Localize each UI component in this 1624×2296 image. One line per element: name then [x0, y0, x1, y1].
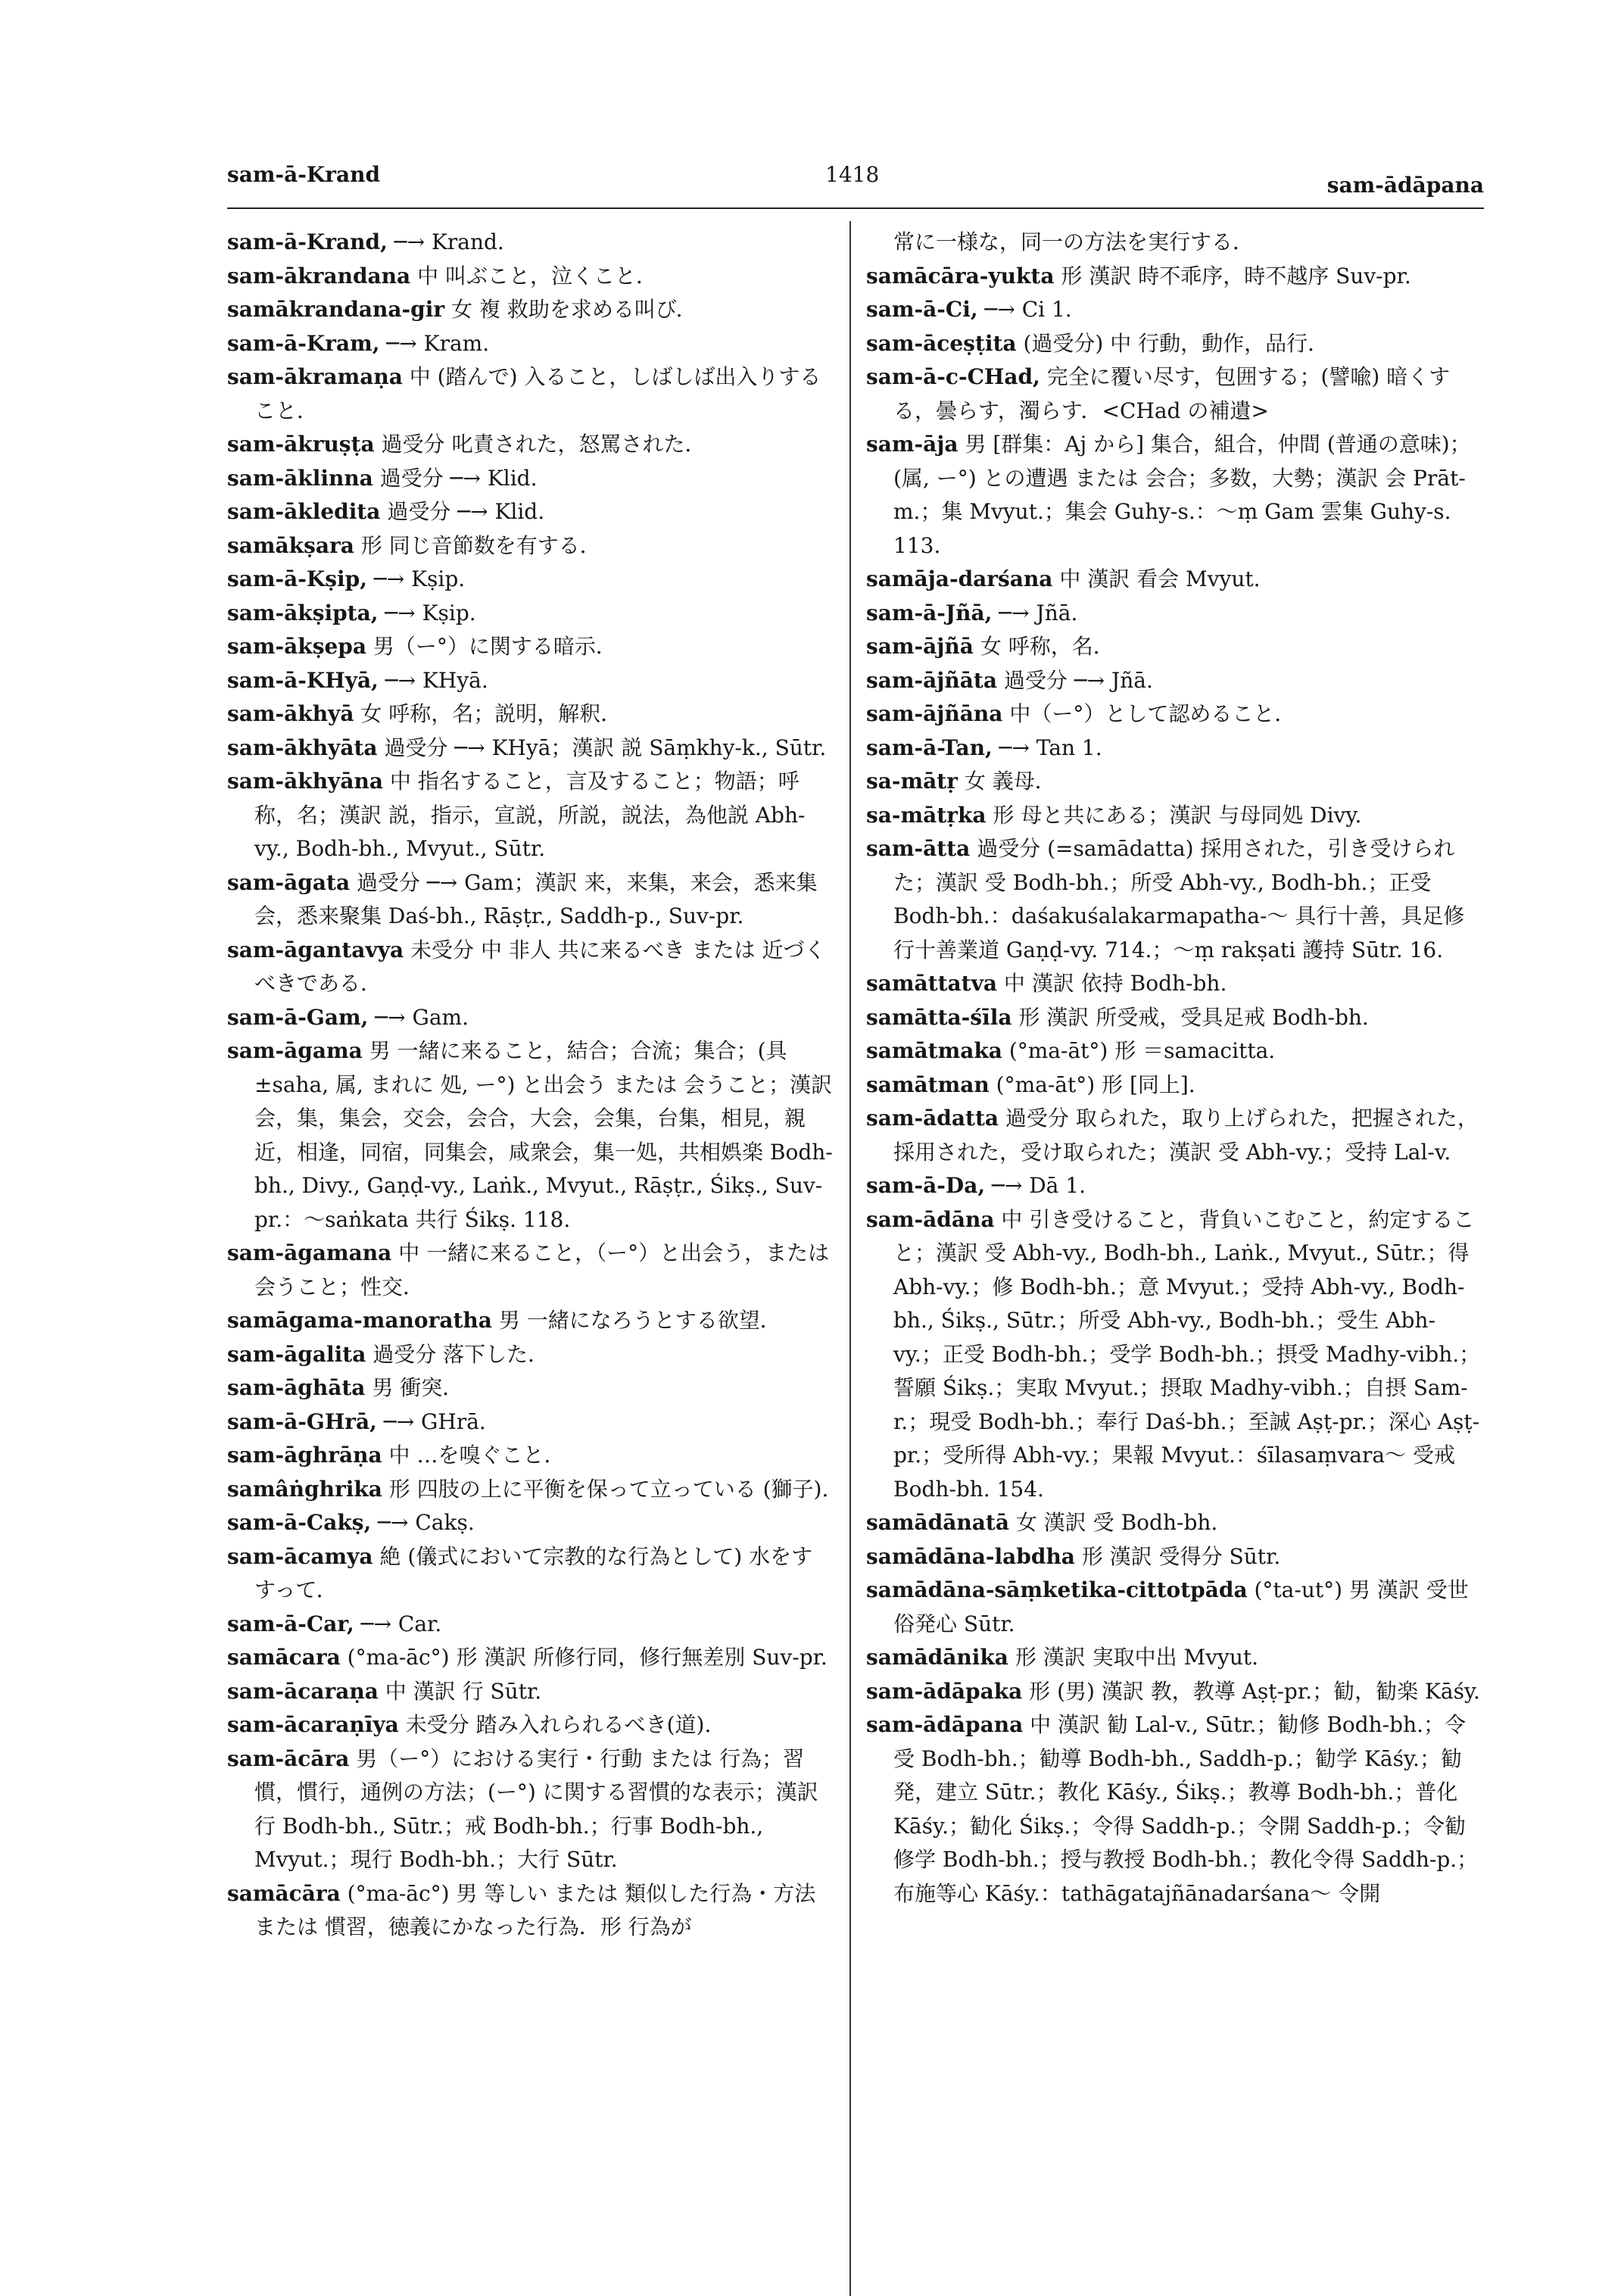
- dictionary-entry: [227, 1742, 833, 1877]
- dictionary-entry: [866, 1641, 1484, 1675]
- page-header: [227, 162, 1484, 209]
- entry-headword: sam-ā-Kram,: [227, 330, 380, 356]
- entry-definition: 形 漢訳 所受戒，受具足戒 Bodh-bh.: [1011, 1004, 1369, 1030]
- entry-headword: samākrandana-gir: [227, 297, 445, 322]
- entry-definition: (°ma-āt°) 形 [同上].: [989, 1072, 1195, 1097]
- right-column: [866, 226, 1484, 1911]
- dictionary-entry: [866, 360, 1484, 428]
- entry-definition: 形 漢訳 実取中出 Mvyut.: [1008, 1645, 1259, 1670]
- entry-headword: samāgama-manoratha: [227, 1308, 492, 1333]
- entry-headword: samâṅghrika: [227, 1476, 382, 1502]
- entry-headword: sam-ā-Da,: [866, 1173, 986, 1198]
- entry-definition: 過受分 ─→ Klid.: [372, 465, 538, 491]
- entry-headword: samādānatā: [866, 1510, 1009, 1535]
- dictionary-entry: [227, 1405, 833, 1440]
- dictionary-entry: [227, 1338, 833, 1372]
- entry-definition: ─→ Dā 1.: [985, 1173, 1086, 1198]
- dictionary-entry: [227, 327, 833, 361]
- entry-headword: sam-ācaraṇīya: [227, 1712, 399, 1737]
- entry-definition: 形 漢訳 時不乖序，時不越序 Suv-pr.: [1054, 263, 1411, 289]
- entry-headword: samācāra-yukta: [866, 263, 1055, 289]
- entry-definition: 中 叫ぶこと，泣くこと．: [410, 263, 657, 289]
- dictionary-entry: [227, 1371, 833, 1405]
- dictionary-entry: [227, 1439, 833, 1473]
- entry-definition: (°ma-āt°) 形 ＝samacitta.: [1002, 1038, 1276, 1063]
- dictionary-entry: [227, 563, 833, 597]
- dictionary-entry: [866, 563, 1484, 597]
- dictionary-entry: [866, 1574, 1484, 1641]
- entry-headword: sa-mātṛka: [866, 802, 987, 828]
- entry-definition: 形 四肢の上に平衡を保って立っている (獅子).: [382, 1476, 829, 1502]
- dictionary-entry: [866, 1203, 1484, 1507]
- entry-headword: sam-ākrandana: [227, 263, 411, 289]
- entry-definition: 女 呼称，名；説明，解釈．: [354, 701, 622, 726]
- entry-definition: 中 引き受けること，背負いこむこと，約定すること；漢訳 受 Abh-vy., Bodh-bh., Laṅk., Mvyut., Sūtr.；得 Abh-vy.；修 Bodh-bh.；意 Mvyut.；受持 Abh-vy., Bodh-bh., Śikṣ., Sūtr.；所受 Abh-vy., Bodh-bh.；受生 Abh-vy.；正受 Bodh-bh.；受学 Bodh-bh.；摂受 Madhy-vibh.；誓願 Śikṣ.；実取 Mvyut.；摂取 Madhy-vibh.；自摂 Sam-r.；現受 Bodh-bh.；奉行 Daś-bh.；至誠 Aṣṭ-pr.；深心 Aṣṭ-pr.；受所得 Abh-vy.；果報 Mvyut.：śīlasaṃvara～ 受戒 Bodh-bh. 154.: [893, 1206, 1481, 1502]
- dictionary-entry: [227, 697, 833, 732]
- dictionary-entry: [866, 260, 1484, 294]
- entry-headword: sam-ā-Ci,: [866, 297, 978, 322]
- entry-headword: samācara: [227, 1645, 341, 1670]
- dictionary-entry: [227, 765, 833, 866]
- entry-headword: sam-ācāra: [227, 1745, 350, 1771]
- entry-headword: sam-ācaraṇa: [227, 1678, 379, 1704]
- entry-headword: sam-ājñā: [866, 634, 974, 659]
- entry-headword: sam-āgantavya: [227, 937, 404, 962]
- entry-definition: 女 複 救助を求める叫び．: [444, 297, 697, 322]
- entry-headword: sa-mātṛ: [866, 769, 958, 794]
- entry-definition: 形 母と共にある；漢訳 与母同処 Divy.: [986, 802, 1362, 828]
- entry-headword: sam-ākṣepa: [227, 634, 366, 659]
- entry-definition: 男 一緒になろうとする欲望．: [491, 1308, 781, 1333]
- dictionary-entry: [866, 832, 1484, 967]
- entry-definition: 中 (踏んで) 入ること，しばしば出入りすること．: [254, 364, 821, 423]
- entry-definition: 過受分 ─→ KHyā；漢訳 説 Sāṃkhy-k., Sūtr.: [377, 735, 827, 760]
- dictionary-entry: [227, 1540, 833, 1608]
- dictionary-entry: [227, 630, 833, 664]
- dictionary-entry: [227, 1675, 833, 1709]
- entry-headword: sam-ā-Gam,: [227, 1004, 369, 1030]
- entry-definition: ─→ GHrā.: [376, 1408, 486, 1434]
- entry-definition: 中 漢訳 看会 Mvyut.: [1052, 566, 1261, 591]
- entry-headword: samātmaka: [866, 1038, 1002, 1063]
- dictionary-entry: [866, 732, 1484, 766]
- entry-headword: sam-ākhyāta: [227, 735, 378, 760]
- entry-definition: 中 漢訳 勧 Lal-v., Sūtr.；勧修 Bodh-bh.；令受 Bodh-bh.；勧導 Bodh-bh., Saddh-p.；勧学 Kāśy.；勧発，建立 Sūtr.；教化 Kāśy., Śikṣ.；教導 Bodh-bh.；普化 Kāśy.；勧化 Śikṣ.；令得 Saddh-p.；令開 Saddh-p.；令勧修学 Bodh-bh.；授与教授 Bodh-bh.；教化令得 Saddh-p.；布施等心 Kāśy.：tathāgatajñānadarśana～ 令開: [893, 1712, 1479, 1906]
- entry-headword: sam-āklinna: [227, 465, 373, 491]
- entry-headword: sam-āgalita: [227, 1341, 366, 1367]
- entry-headword: sam-ākledita: [227, 499, 381, 524]
- entry-definition: (°ma-āc°) 形 漢訳 所修行同，修行無差別 Suv-pr.: [340, 1645, 828, 1670]
- entry-definition: 男（ー°）に関する暗示．: [366, 634, 617, 659]
- dictionary-entry: [227, 1034, 833, 1237]
- dictionary-entry: [866, 630, 1484, 664]
- dictionary-entry: [227, 1473, 833, 1507]
- dictionary-entry: [866, 428, 1484, 563]
- entry-definition: 絶 (儀式において宗教的な行為として) 水をすすって．: [254, 1543, 813, 1602]
- entry-headword: sam-ā-Jñā,: [866, 600, 993, 625]
- entry-headword: samādānika: [866, 1645, 1008, 1670]
- running-head-left: sam-ā-Krand: [227, 162, 381, 187]
- dictionary-entry: [227, 1237, 833, 1304]
- left-column: [227, 226, 833, 1945]
- entry-headword: sam-ā-Kṣip,: [227, 566, 367, 591]
- entry-headword: sam-ākramaṇa: [227, 364, 403, 389]
- entry-headword: sam-āgata: [227, 869, 351, 895]
- dictionary-entry: [227, 1506, 833, 1540]
- dictionary-entry: [227, 495, 833, 529]
- dictionary-entry: [866, 967, 1484, 1001]
- dictionary-entry: [227, 866, 833, 934]
- entry-headword: sam-ādatta: [866, 1106, 999, 1131]
- entry-headword: sam-ādāpana: [866, 1712, 1024, 1737]
- entry-definition: 過受分 叱責された，怒罵された．: [374, 432, 706, 457]
- dictionary-entry: [227, 1641, 833, 1675]
- entry-headword: samādāna-labdha: [866, 1543, 1075, 1569]
- entry-headword: sam-ā-Car,: [227, 1611, 354, 1636]
- entry-headword: sam-ā-GHrā,: [227, 1408, 377, 1434]
- dictionary-entry: [866, 664, 1484, 698]
- entry-definition: ─→ Gam.: [368, 1004, 469, 1030]
- dictionary-entry: [866, 597, 1484, 631]
- page-number: 1418: [825, 162, 880, 187]
- entry-definition: 過受分 落下した．: [366, 1341, 550, 1367]
- entry-definition: 中 指名すること，言及すること；物語；呼称，名；漢訳 説，指示，宣説，所説，説法，為他説 Abh-vy., Bodh-bh., Mvyut., Sūtr.: [254, 769, 806, 861]
- entry-definition: 未受分 踏み入れられるべき(道).: [398, 1712, 712, 1737]
- dictionary-entry: [227, 597, 833, 631]
- dictionary-entry: [866, 697, 1484, 732]
- entry-definition: 形 同じ音節数を有する．: [354, 532, 601, 558]
- entry-definition: 未受分 中 非人 共に来るべき または 近づくべきである．: [254, 937, 826, 996]
- entry-headword: sam-ādāpaka: [866, 1678, 1023, 1704]
- entry-headword: samāttatva: [866, 971, 998, 996]
- entry-headword: sam-ākṣipta,: [227, 600, 379, 625]
- dictionary-entry: [227, 664, 833, 698]
- entry-definition: 常に一様な，同一の方法を実行する．: [893, 229, 1255, 254]
- entry-definition: (過受分) 中 行動，動作，品行．: [1016, 330, 1329, 356]
- dictionary-entry: [866, 327, 1484, 361]
- entry-headword: sam-ākhyā: [227, 701, 354, 726]
- entry-headword: sam-ājñāta: [866, 667, 998, 693]
- entry-headword: samādāna-sāṃketika-cittotpāda: [866, 1577, 1248, 1602]
- dictionary-entry: [866, 799, 1484, 833]
- entry-headword: sam-ādāna: [866, 1206, 995, 1232]
- dictionary-entry: [866, 1034, 1484, 1068]
- dictionary-entry: [227, 260, 833, 294]
- entry-definition: ─→ Kṣip.: [378, 600, 476, 625]
- dictionary-entry: [227, 1001, 833, 1035]
- entry-definition: 女 漢訳 受 Bodh-bh.: [1008, 1510, 1218, 1535]
- column-divider: [849, 221, 851, 2296]
- dictionary-entry: [227, 1304, 833, 1338]
- dictionary-entry: [866, 1675, 1484, 1709]
- dictionary-entry: [866, 1001, 1484, 1035]
- entry-definition: ─→ Tan 1.: [992, 735, 1102, 760]
- entry-headword: sam-āja: [866, 432, 959, 457]
- dictionary-entry: [227, 529, 833, 563]
- dictionary-entry: [227, 1708, 833, 1742]
- entry-definition: ─→ Jñā.: [992, 600, 1078, 625]
- dictionary-entry: [866, 226, 1484, 260]
- dictionary-entry: [227, 293, 833, 327]
- entry-definition: ─→ Cakṣ.: [371, 1510, 475, 1535]
- entry-definition: 女 義母．: [957, 769, 1056, 794]
- entry-headword: sam-āghrāṇa: [227, 1443, 382, 1468]
- entry-definition: ─→ Ci 1.: [977, 297, 1072, 322]
- entry-headword: sam-āghāta: [227, 1375, 366, 1400]
- entry-definition: 過受分 (=samādatta) 採用された，引き受けられた；漢訳 受 Bodh-bh.；所受 Abh-vy., Bodh-bh.；正受 Bodh-bh.：daśakuśalakarmapatha-～ 具行十善，具足修行十善業道 Gaṇḍ-vy. 714.；～ṃ rakṣati 護持 Sūtr. 16.: [893, 836, 1465, 962]
- entry-definition: ─→ KHyā.: [378, 667, 488, 693]
- entry-headword: samātta-śīla: [866, 1004, 1012, 1030]
- dictionary-entry: [866, 1708, 1484, 1911]
- entry-definition: 完全に覆い尽す，包囲する；(譬喩) 暗くする，曇らす，濁らす．<CHad の補遺>: [893, 364, 1451, 423]
- dictionary-entry: [227, 1877, 833, 1945]
- entry-definition: ─→ Car.: [354, 1611, 442, 1636]
- entry-definition: ─→ Krand.: [387, 229, 504, 254]
- entry-definition: 形 (男) 漢訳 教，教導 Aṣṭ-pr.；勧，勧楽 Kāśy.: [1022, 1678, 1480, 1704]
- entry-definition: ─→ Kṣip.: [366, 566, 466, 591]
- entry-definition: 過受分 ─→ Klid.: [380, 499, 545, 524]
- entry-headword: sam-ājñāna: [866, 701, 1003, 726]
- dictionary-entry: [866, 1068, 1484, 1103]
- dictionary-entry: [227, 462, 833, 496]
- entry-headword: sam-āgamana: [227, 1240, 392, 1265]
- entry-definition: (°ma-āc°) 男 等しい または 類似した行為・方法 または 慣習，徳義にかなった行為．形 行為が: [254, 1880, 816, 1939]
- entry-headword: sam-ākhyāna: [227, 769, 383, 794]
- entry-definition: 中 漢訳 依持 Bodh-bh.: [997, 971, 1227, 996]
- entry-headword: samātman: [866, 1072, 990, 1097]
- dictionary-entry: [227, 226, 833, 260]
- entry-headword: sam-āgama: [227, 1038, 363, 1063]
- entry-headword: sam-ā-c-CHad,: [866, 364, 1040, 389]
- dictionary-entry: [227, 360, 833, 428]
- running-head-right: sam-ādāpana: [1326, 173, 1484, 198]
- entry-definition: 女 呼称，名．: [973, 634, 1114, 659]
- entry-headword: sam-ā-KHyā,: [227, 667, 379, 693]
- entry-definition: 男 衝突．: [365, 1375, 464, 1400]
- entry-headword: samācāra: [227, 1880, 341, 1906]
- entry-definition: 形 漢訳 受得分 Sūtr.: [1074, 1543, 1281, 1569]
- dictionary-entry: [866, 1102, 1484, 1169]
- entry-definition: 中（ー°）として認めること．: [1002, 701, 1296, 726]
- dictionary-entry: [227, 428, 833, 462]
- entry-headword: sam-ātta: [866, 836, 971, 861]
- dictionary-entry: [866, 293, 1484, 327]
- dictionary-entry: [227, 934, 833, 1001]
- entry-headword: sam-ā-Cakṣ,: [227, 1510, 372, 1535]
- entry-headword: sam-āceṣṭita: [866, 330, 1017, 356]
- entry-headword: sam-ācamya: [227, 1543, 373, 1569]
- entry-definition: (°ta-ut°) 男 漢訳 受世俗発心 Sūtr.: [893, 1577, 1469, 1636]
- entry-headword: sam-ākruṣṭa: [227, 432, 375, 457]
- entry-definition: 過受分 ─→ Gam；漢訳 来，来集，来会，悉来集会，悉来聚集 Daś-bh., Rāṣṭr., Saddh-p., Suv-pr.: [254, 869, 818, 928]
- entry-headword: sam-ā-Tan,: [866, 735, 993, 760]
- entry-definition: 過受分 取られた，取り上げられた，把握された，採用された，受け取られた；漢訳 受 Abh-vy.；受持 Lal-v.: [893, 1106, 1479, 1165]
- dictionary-entry: [866, 1169, 1484, 1203]
- dictionary-entry: [227, 1608, 833, 1642]
- entry-headword: samākṣara: [227, 532, 354, 558]
- dictionary-entry: [227, 732, 833, 766]
- entry-definition: 中 …を嗅ぐこと．: [382, 1443, 566, 1468]
- entry-definition: 男 [群集：Aj から] 集合，組合，仲間 (普通の意味)；(属, ー°) との遭遇 または 会合；多数，大勢；漢訳 会 Prāt-m.；集 Mvyut.；集会 Guhy-s.：～ṃ Gam 雲集 Guhy-s. 113.: [893, 432, 1471, 558]
- dictionary-entry: [866, 765, 1484, 799]
- entry-definition: ─→ Kram.: [379, 330, 490, 356]
- entry-definition: 男（ー°）における実行・行動 または 行為；習慣，慣行，通例の方法；(ー°) に関する習慣的な表示；漢訳 行 Bodh-bh., Sūtr.；戒 Bodh-bh.；行事 Bodh-bh., Mvyut.；現行 Bodh-bh.；大行 Sūtr.: [254, 1745, 818, 1872]
- entry-definition: 過受分 ─→ Jñā.: [997, 667, 1153, 693]
- entry-headword: sam-ā-Krand,: [227, 229, 388, 254]
- entry-definition: 中 漢訳 行 Sūtr.: [378, 1678, 542, 1704]
- dictionary-entry: [866, 1506, 1484, 1540]
- entry-headword: samāja-darśana: [866, 566, 1053, 591]
- entry-definition: 男 一緒に来ること，結合；合流；集合；(具 ±saha, 属, まれに 処, ー°) と出会う または 会うこと；漢訳 会，集，集会，交会，会合，大会，会集，台集，相見，親近，相逢，同宿，同集会，咸衆会，集一処，共相娯楽 Bodh-bh., Divy., Gaṇḍ-vy., Laṅk., Mvyut., Rāṣṭr., Śikṣ., Suv-pr.：～saṅkata 共行 Śikṣ. 118.: [254, 1038, 833, 1232]
- dictionary-entry: [866, 1540, 1484, 1574]
- entry-definition: 中 一緒に来ること，（ー°）と出会う，または 会うこと；性交．: [254, 1240, 830, 1299]
